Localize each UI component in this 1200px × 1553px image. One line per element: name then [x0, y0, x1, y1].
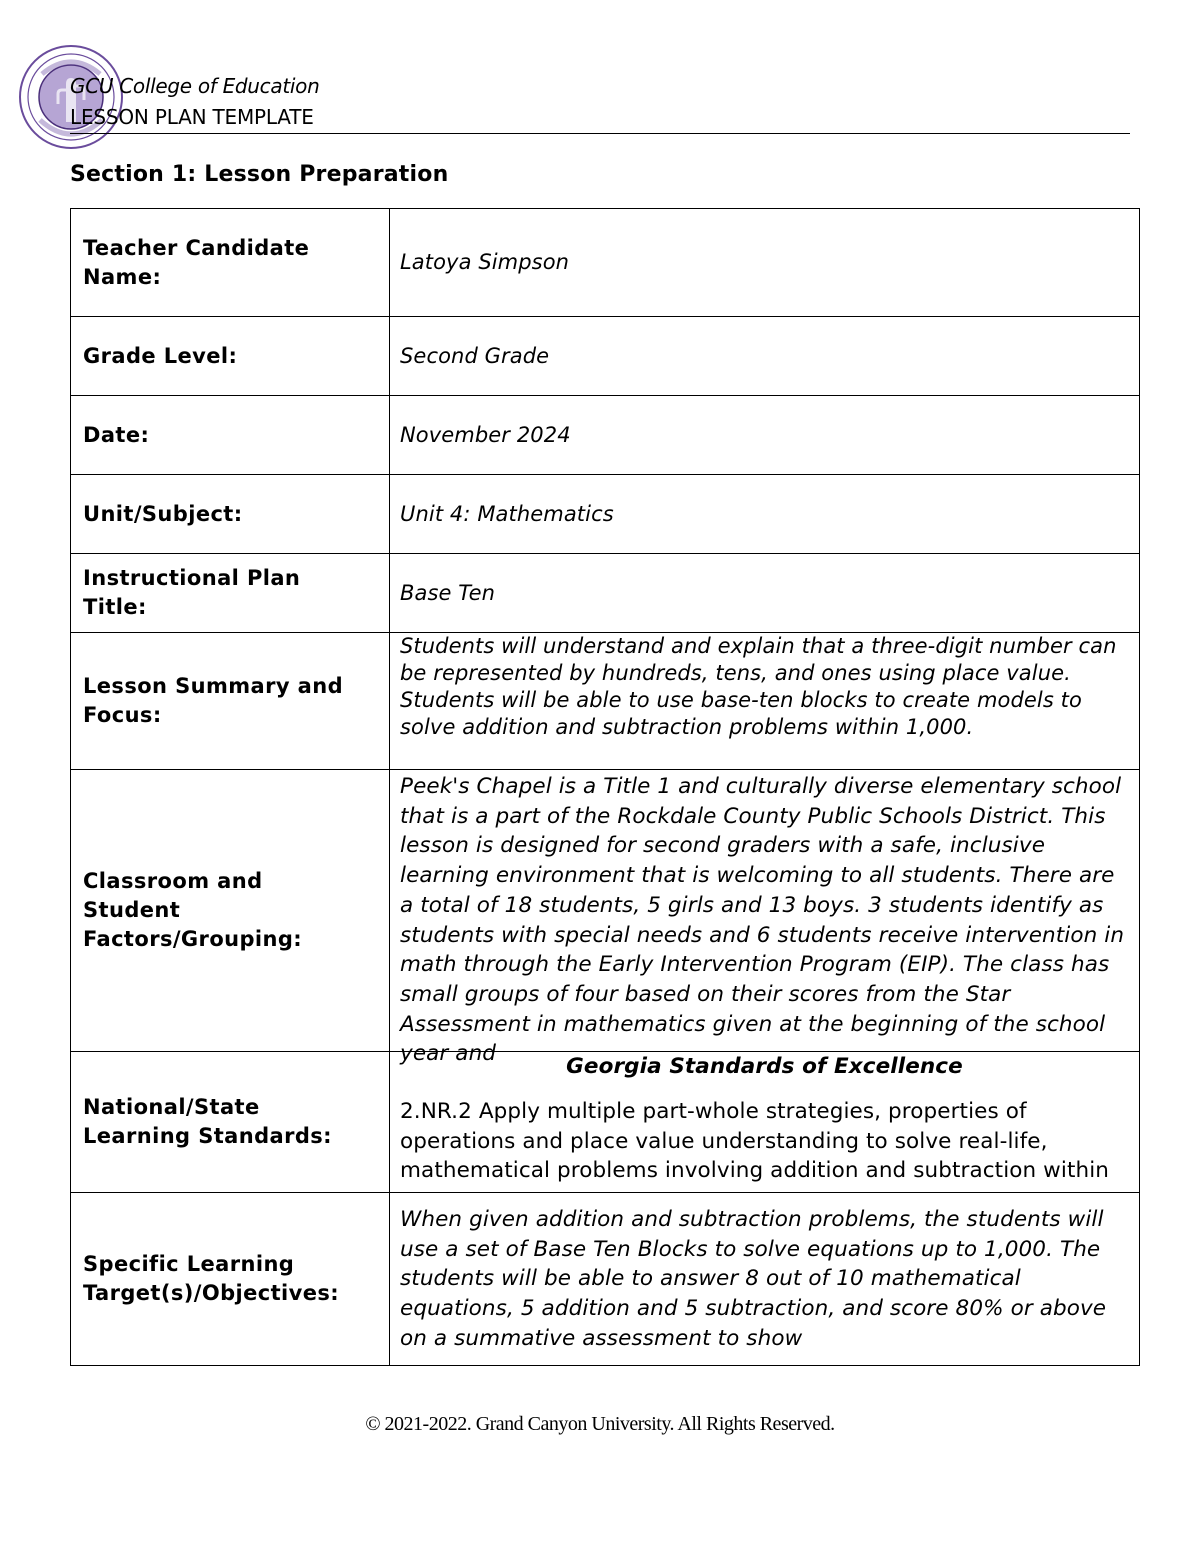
table-row-date: [71, 396, 1140, 475]
standard-text: 2.NR.2 Apply multiple part-whole strategies, properties of operations and place value understanding to solve real-life, mathematical problems involving addition and subtraction within: [400, 1099, 1109, 1184]
copyright-footer: © 2021-2022. Grand Canyon University. All Rights Reserved.: [365, 1413, 835, 1435]
standards-heading: Georgia Standards of Excellence: [566, 1054, 963, 1079]
row-value: [390, 1193, 1140, 1366]
row-value: [390, 1052, 1140, 1193]
row-value: [390, 475, 1140, 554]
row-value: [390, 396, 1140, 475]
row-label: Specific Learning Target(s)/Objectives:: [71, 1193, 390, 1366]
row-label: Lesson Summary and Focus:: [71, 633, 390, 770]
row-label: Classroom and Student Factors/Grouping:: [71, 770, 390, 1052]
row-value: [390, 317, 1140, 396]
row-label: Date:: [71, 396, 390, 475]
unit-subject: Unit 4: Mathematics: [400, 501, 614, 526]
table-row-factors: [71, 770, 1140, 1052]
summary-line-2: Students will be able to use base-ten blocks to create models to solve addition and subtraction problems within 1,000.: [400, 688, 1082, 739]
table-row-objectives: [71, 1193, 1140, 1366]
row-label: Unit/Subject:: [71, 475, 390, 554]
table-row-summary: [71, 633, 1140, 770]
table-row-teacher: [71, 209, 1140, 317]
lesson-preparation-table: [70, 208, 1140, 1366]
objectives-text: When given addition and subtraction problems, the students will use a set of Base Ten Blocks to solve equations up to 1,000. The students will be able to answer 8 out of 10 mathematical equations, 5 addition and 5 subtraction, and score 80% or above on a summative assessment to show: [400, 1207, 1107, 1351]
header-divider: [70, 133, 1130, 134]
table-row-standards: [71, 1052, 1140, 1193]
template-title: LESSON PLAN TEMPLATE: [70, 105, 314, 129]
section-title: Section 1: Lesson Preparation: [70, 162, 449, 187]
row-label: Instructional Plan Title:: [71, 554, 390, 633]
row-label: Grade Level:: [71, 317, 390, 396]
row-value: [390, 209, 1140, 317]
table-row-grade: [71, 317, 1140, 396]
summary-line-1: Students will understand and explain that a three-digit number can be represented by hundreds, tens, and ones using place value.: [400, 634, 1117, 685]
plan-title: Base Ten: [400, 580, 496, 605]
teacher-name: Latoya Simpson: [400, 250, 570, 274]
lesson-date: November 2024: [400, 422, 571, 447]
classroom-factors-text: Peek's Chapel is a Title 1 and culturally diverse elementary school that is a part of the Rockdale County Public Schools District. This lesson is designed for second graders with a safe, inclusive learning environment that is welcoming to all students. There are a total of 18 students, 5 girls and 13 boys. 3 students identify as students with special needs and 6 students receive intervention in math through the Early Intervention Program (EIP). The class has small groups of four based on their scores from the Star Assessment in mathematics given at the beginning of the school year and: [400, 774, 1125, 1067]
row-label: Teacher Candidate Name:: [71, 209, 390, 317]
row-value: [390, 633, 1140, 770]
grade-level: Second Grade: [400, 343, 550, 368]
row-value: [390, 554, 1140, 633]
table-row-unit: [71, 475, 1140, 554]
row-label: National/State Learning Standards:: [71, 1052, 390, 1193]
college-name: GCU College of Education: [70, 74, 320, 98]
table-row-plan-title: [71, 554, 1140, 633]
